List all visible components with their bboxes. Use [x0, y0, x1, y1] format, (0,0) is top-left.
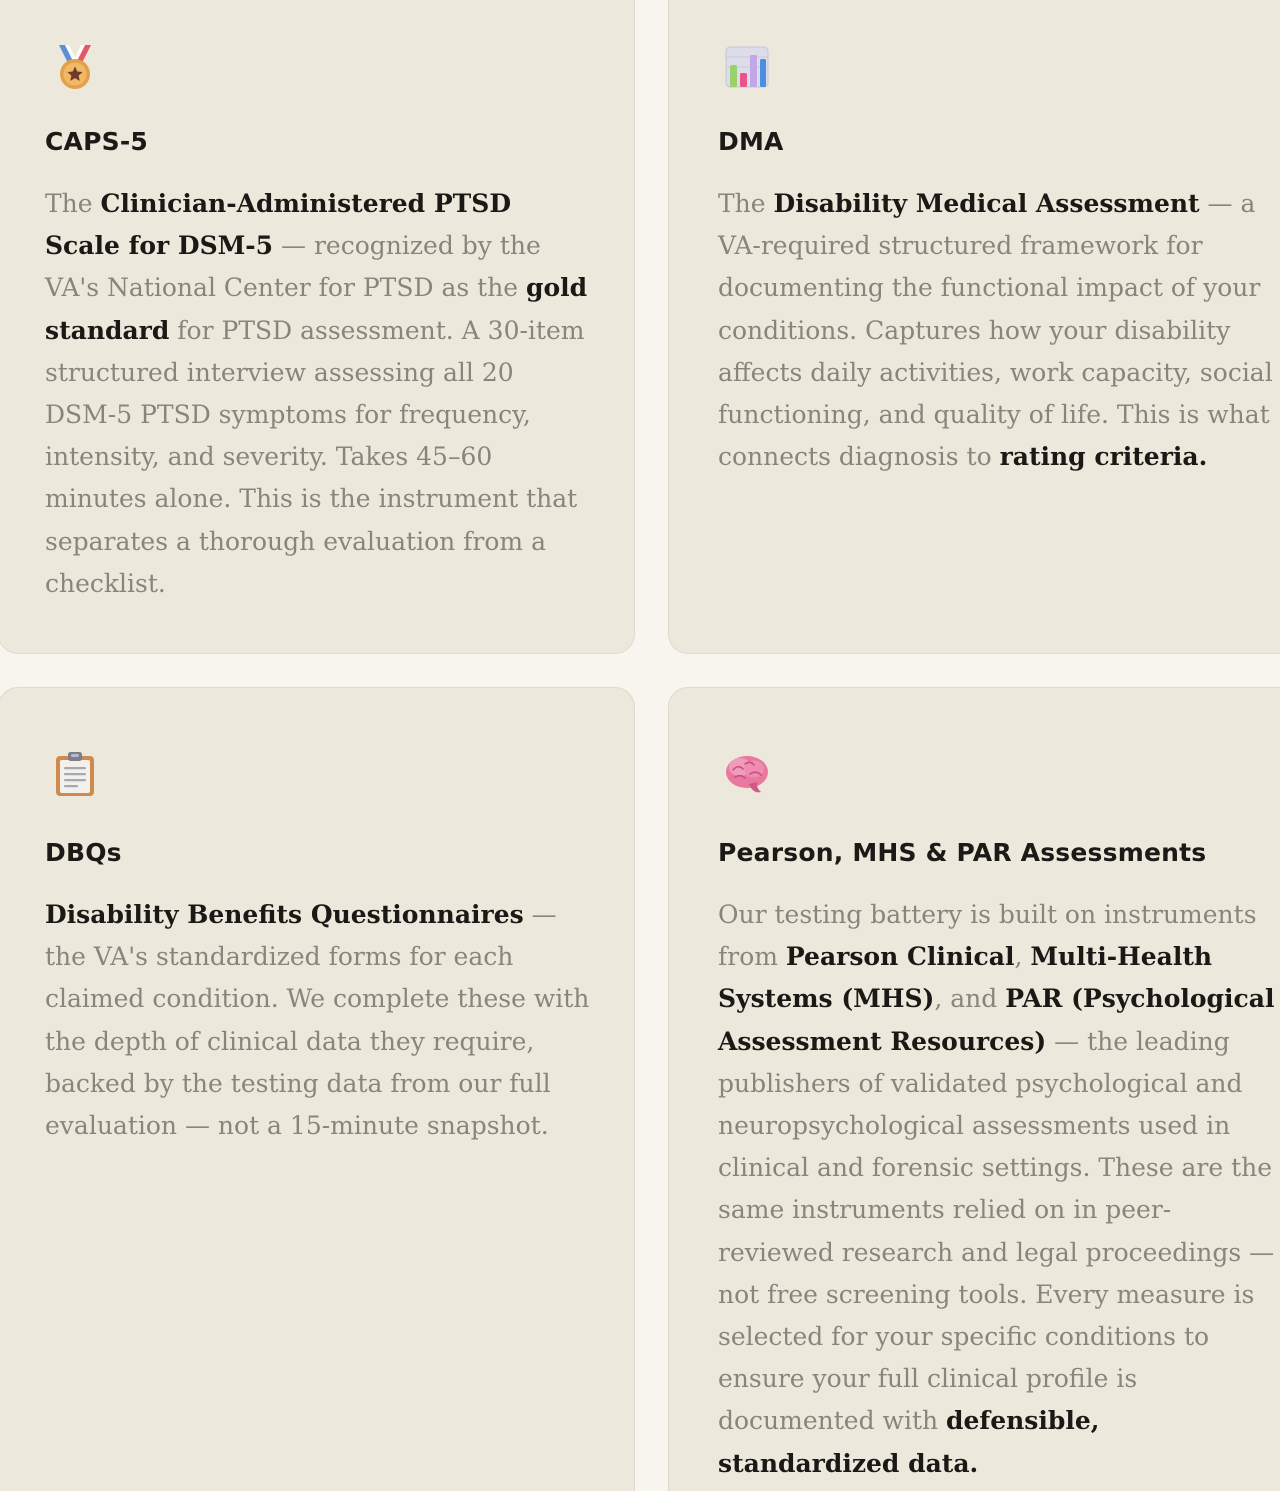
body-text: The: [718, 189, 774, 218]
body-text: — the VA's standardized forms for each claimed condition. We complete these with the depth of clinical data they require, backed by the testing data from our full evaluation — not a 15-minute snapshot.: [45, 900, 590, 1141]
body-text: — a VA-required structured framework for documenting the functional impact of your conditions. Captures how your disability affects daily activities, work capacity, social functioning, and quality of life. This is what connects diagnosis to: [718, 189, 1273, 472]
emphasis-text: PAR (Psychological Assessment Resources): [718, 984, 1275, 1056]
card-description: [718, 183, 1278, 478]
body-text: , and: [934, 984, 1006, 1014]
card-pearson-mhs-par: [668, 687, 1280, 1491]
emphasis-text: defensible, standardized data.: [718, 1406, 1100, 1478]
card-caps5: [0, 0, 635, 654]
medal-icon: [51, 43, 99, 91]
emphasis-text: Disability Benefits Questionnaires: [45, 900, 524, 929]
emphasis-text: Clinician-Administered PTSD Scale for DSM-5: [45, 189, 511, 261]
body-text: ,: [1014, 942, 1031, 972]
emphasis-text: Disability Medical Assessment: [773, 189, 1200, 218]
body-text: — recognized by the VA's National Center for PTSD as the: [45, 231, 541, 303]
emphasis-text: Pearson Clinical: [785, 942, 1015, 972]
card-dma: [668, 0, 1280, 654]
body-text: The: [45, 189, 101, 218]
card-dbqs: [0, 687, 635, 1491]
bar-chart-icon: [723, 43, 771, 91]
card-description: [45, 183, 590, 605]
card-description: [45, 894, 605, 1147]
card-description: [718, 894, 1278, 1485]
emphasis-text: Multi-Health Systems (MHS): [718, 942, 1213, 1014]
emphasis-text: rating criteria.: [999, 442, 1208, 472]
body-text: — the leading publishers of validated psychological and neuropsychological assessments used in clinical and forensic settings. These are the same instruments relied on in peer-reviewed research and legal proceedings — not free screening tools. Every measure is selected for your specific conditions to ensure your full clinical profile is documented with: [718, 1026, 1275, 1436]
emphasis-text: gold standard: [45, 273, 588, 345]
card-title: Pearson, MHS & PAR Assessments: [718, 838, 1207, 867]
body-text: for PTSD assessment. A 30-item structured interview assessing all 20 DSM-5 PTSD symptoms for frequency, intensity, and severity. Takes 45–60 minutes alone. This is the instrument that separates a thorough evaluation from a checklist.: [45, 315, 585, 598]
body-text: Our testing battery is built on instruments from: [718, 900, 1257, 972]
card-title: DBQs: [45, 838, 122, 867]
clipboard-icon: [51, 750, 99, 798]
card-title: DMA: [718, 127, 784, 156]
card-title: CAPS-5: [45, 127, 148, 156]
brain-icon: [723, 750, 771, 798]
